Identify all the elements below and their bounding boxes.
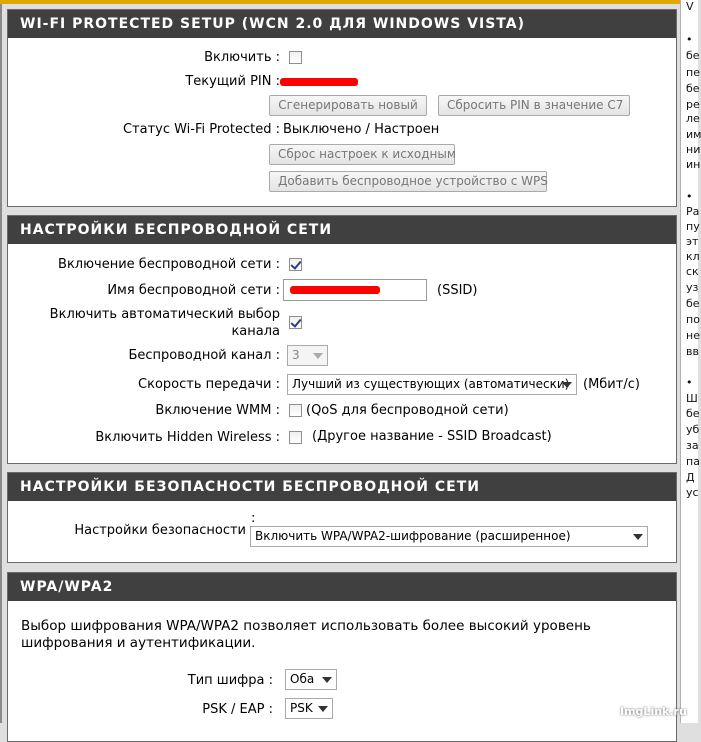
ssid-note: (SSID)	[437, 283, 478, 298]
hidden-wireless-checkbox[interactable]	[289, 431, 302, 444]
wpa-section	[7, 572, 677, 742]
wireless-enable-checkbox[interactable]	[289, 258, 302, 271]
wps-status-value: Выключено / Настроен	[283, 122, 440, 137]
help-text-fragment: не	[686, 329, 700, 342]
help-text-fragment: уб	[686, 423, 700, 436]
watermark: ImgLink.ru	[620, 705, 687, 718]
rate-value: Лучший из существующих (автоматически)	[292, 377, 570, 391]
auto-channel-label-1: Включить автоматический выбор	[49, 307, 280, 322]
pin-redaction	[280, 78, 358, 86]
security-colon: :	[251, 511, 256, 526]
generate-pin-button[interactable]: Сгенерировать новый	[269, 95, 427, 116]
chevron-down-icon	[322, 677, 332, 683]
help-text-fragment: •	[686, 376, 693, 389]
help-text-fragment: пу	[686, 220, 700, 233]
hidden-wireless-note: (Другое название - SSID Broadcast)	[312, 429, 552, 444]
rate-select[interactable]	[287, 374, 577, 395]
help-text-fragment: Д	[686, 471, 695, 484]
psk-eap-value: PSK	[290, 701, 313, 715]
auto-channel-checkbox[interactable]	[289, 316, 302, 329]
help-text-fragment: бе	[686, 82, 700, 95]
hidden-wireless-label: Включить Hidden Wireless :	[95, 430, 280, 445]
help-text-fragment: ле	[686, 112, 700, 125]
wmm-note: (QoS для беспроводной сети)	[306, 403, 509, 418]
auto-channel-label-2: канала	[231, 324, 280, 339]
cipher-select[interactable]	[285, 669, 337, 690]
wireless-section-title: НАСТРОЙКИ БЕСПРОВОДНОЙ СЕТИ	[8, 216, 676, 244]
reset-defaults-button[interactable]: Сброс настроек к исходным	[269, 144, 455, 165]
wireless-section	[7, 215, 677, 464]
help-text-fragment: вв	[686, 345, 699, 358]
reset-pin-button[interactable]: Сбросить PIN в значение C7	[438, 95, 630, 116]
chevron-down-icon	[562, 382, 572, 388]
help-text-fragment: бе	[686, 49, 700, 62]
help-sidebar	[680, 0, 701, 723]
chevron-down-icon	[313, 353, 323, 359]
cipher-label: Тип шифра :	[187, 673, 273, 688]
channel-value: 3	[292, 348, 300, 362]
help-text-fragment: ре	[686, 98, 700, 111]
help-text-fragment: по	[686, 313, 700, 326]
help-text-fragment: бе	[686, 297, 700, 310]
channel-select[interactable]	[287, 345, 328, 366]
ssid-redaction	[290, 286, 380, 294]
help-text-fragment: эт	[686, 235, 699, 248]
wps-section	[7, 9, 677, 207]
wps-pin-label: Текущий PIN :	[185, 74, 280, 89]
security-mode-select[interactable]	[250, 526, 648, 547]
help-text-fragment: за	[686, 439, 699, 452]
wps-status-label: Статус Wi-Fi Protected :	[122, 122, 280, 137]
wireless-name-label: Имя беспроводной сети :	[107, 283, 280, 298]
add-wps-device-button[interactable]: Добавить беспроводное устройство с WPS	[269, 171, 547, 192]
wmm-checkbox[interactable]	[289, 404, 302, 417]
help-text-fragment: кл	[686, 250, 700, 263]
help-text-fragment: V	[686, 0, 694, 13]
help-text-fragment: Ра	[686, 205, 700, 218]
ssid-input[interactable]	[283, 279, 427, 301]
channel-label: Беспроводной канал :	[128, 348, 280, 363]
psk-eap-select[interactable]	[285, 698, 333, 719]
help-text-fragment: ни	[686, 143, 701, 156]
help-text-fragment: па	[686, 455, 700, 468]
help-text-fragment: Ш	[686, 392, 698, 405]
wps-section-title: WI-FI PROTECTED SETUP (WCN 2.0 ДЛЯ WINDOWS VISTA)	[8, 10, 676, 38]
chevron-down-icon	[318, 706, 328, 712]
help-text-fragment: ин	[686, 158, 701, 171]
help-text-fragment: уз	[686, 281, 699, 294]
rate-unit: (Мбит/с)	[583, 377, 640, 392]
help-text-fragment: •	[686, 190, 693, 203]
wps-enable-checkbox[interactable]	[289, 51, 302, 64]
chevron-down-icon	[633, 534, 643, 540]
help-text-fragment: им	[686, 128, 701, 141]
psk-eap-label: PSK / EAP :	[202, 702, 273, 717]
help-text-fragment: ск	[686, 265, 699, 278]
wps-enable-label: Включить :	[204, 50, 280, 65]
security-mode-value: Включить WPA/WPA2-шифрование (расширенное)	[255, 529, 571, 543]
help-text-fragment: бе	[686, 407, 700, 420]
security-label: Настройки безопасности	[74, 523, 246, 538]
rate-label: Скорость передачи :	[138, 377, 280, 392]
security-section-title: НАСТРОЙКИ БЕЗОПАСНОСТИ БЕСПРОВОДНОЙ СЕТИ	[8, 473, 676, 501]
cipher-value: Оба	[290, 672, 315, 686]
security-section	[7, 472, 677, 563]
wpa-description: Выбор шифрования WPA/WPA2 позволяет использовать более высокий уровень шифрования и аутентификации.	[21, 618, 591, 651]
help-text-fragment: ус	[686, 486, 699, 499]
wireless-enable-label: Включение беспроводной сети :	[58, 257, 280, 272]
wmm-label: Включение WMM :	[155, 403, 280, 418]
help-text-fragment: •	[686, 33, 693, 46]
help-text-fragment: пе	[686, 66, 700, 79]
wpa-section-title: WPA/WPA2	[8, 573, 676, 601]
